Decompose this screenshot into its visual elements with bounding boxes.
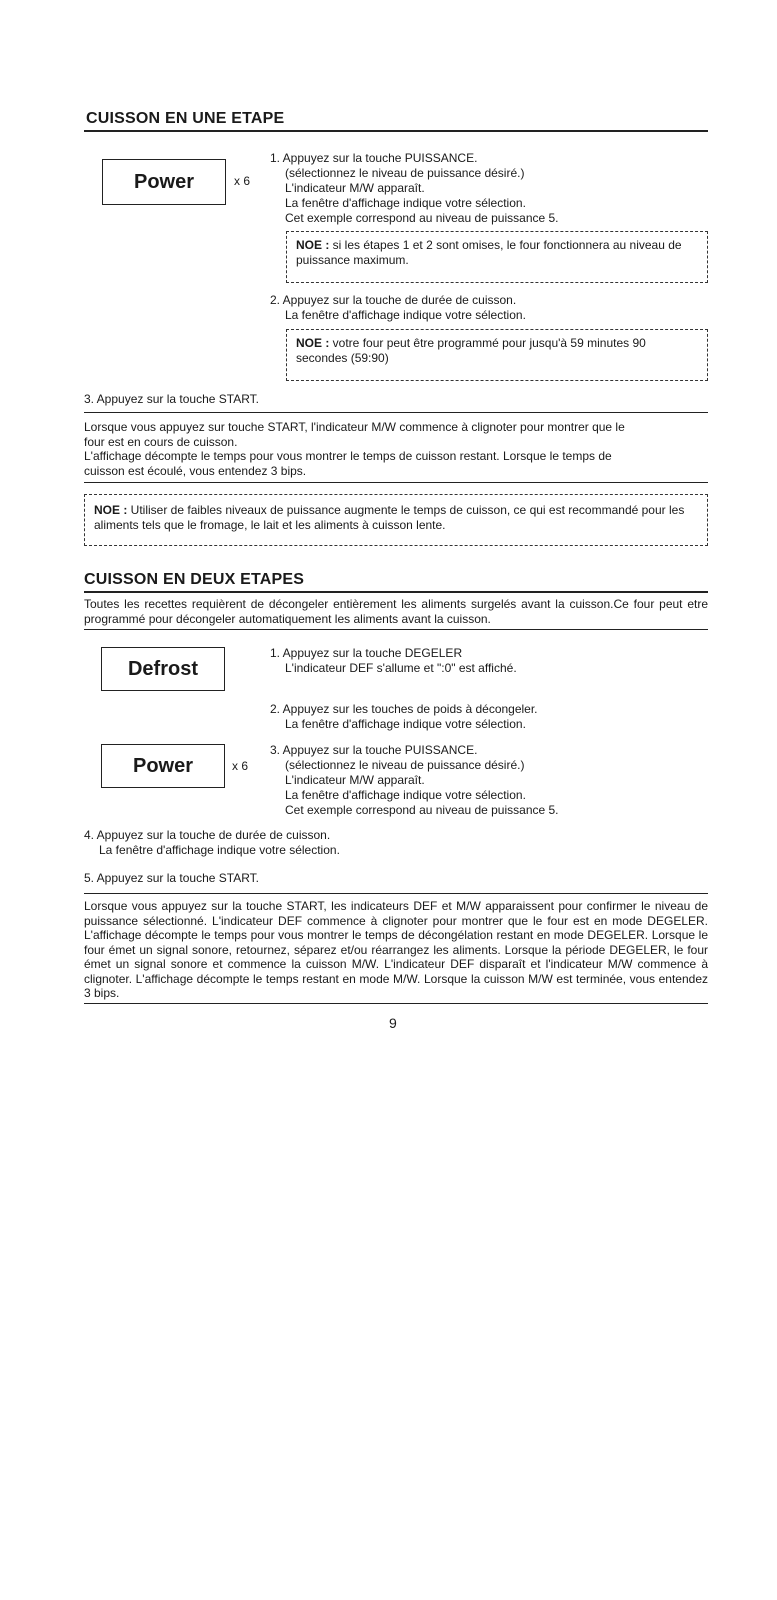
section-title-one-step: CUISSON EN UNE ETAPE (86, 110, 285, 127)
step-text: 1. Appuyez sur la touche PUISSANCE. (270, 151, 478, 165)
step-text: La fenêtre d'affichage indique votre sélection. (99, 843, 340, 857)
power-key-label: Power (132, 754, 194, 777)
step-text: 3. Appuyez sur la touche PUISSANCE. (270, 743, 478, 757)
divider (84, 482, 708, 483)
step-3-block (270, 743, 559, 818)
step-text: La fenêtre d'affichage indique votre sélection. (285, 308, 526, 322)
step-2-block (270, 702, 538, 732)
step-text: La fenêtre d'affichage indique votre sélection. (285, 196, 526, 210)
power-key-label: Power (133, 170, 195, 193)
step-text: L'indicateur M/W apparaît. (285, 181, 425, 195)
note-text: Utiliser de faibles niveaux de puissance augmente le temps de cuisson, ce qui est recommandé pour les aliments tels que le fromage, le lait et les aliments à cuisson lente. (94, 503, 685, 532)
step-4-block (84, 828, 340, 858)
note-box (286, 329, 708, 381)
step-5-text: 5. Appuyez sur la touche START. (84, 871, 259, 885)
defrost-key-label: Defrost (127, 657, 198, 680)
step-text: (sélectionnez le niveau de puissance désiré.) (285, 758, 525, 772)
divider (84, 412, 708, 413)
note-label: NOE : (296, 238, 330, 252)
defrost-key (101, 647, 225, 691)
note-box (84, 494, 708, 546)
step-text: 4. Appuyez sur la touche de durée de cuisson. (84, 828, 331, 842)
divider (84, 893, 708, 894)
paragraph-text: L'affichage décompte le temps pour vous montrer le temps de cuisson restant. Lorsque le temps de cuisson est écoulé, vous entendez 3 bips. (84, 449, 612, 478)
step-text: L'indicateur DEF s'allume et ":0" est affiché. (285, 661, 517, 675)
step-text: L'indicateur M/W apparaît. (285, 773, 425, 787)
step-3-text: 3. Appuyez sur la touche START. (84, 392, 259, 406)
power-key (102, 159, 226, 205)
section-rule (84, 130, 708, 132)
section-rule (84, 591, 708, 593)
step-text: (sélectionnez le niveau de puissance désiré.) (285, 166, 525, 180)
page-number: 9 (389, 1015, 397, 1031)
paragraph-start-info (84, 420, 644, 478)
note-label: NOE : (296, 336, 330, 350)
step-text: 2. Appuyez sur la touche de durée de cuisson. (270, 293, 517, 307)
note-text: votre four peut être programmé pour jusqu'à 59 minutes 90 secondes (59:90) (296, 336, 646, 365)
step-2-block (270, 293, 526, 323)
note-box (286, 231, 708, 283)
divider (84, 1003, 708, 1004)
step-text: Cet exemple correspond au niveau de puissance 5. (285, 211, 559, 225)
power-multiplier: x 6 (232, 759, 249, 773)
power-key (101, 744, 225, 788)
note-text: si les étapes 1 et 2 sont omises, le four fonctionnera au niveau de puissance maximum. (296, 238, 682, 267)
step-text: La fenêtre d'affichage indique votre sélection. (285, 788, 526, 802)
step-text: La fenêtre d'affichage indique votre sélection. (285, 717, 526, 731)
final-paragraph: Lorsque vous appuyez sur la touche START, les indicateurs DEF et M/W apparaissent pour confirmer le niveau de puissance sélectionné. L'indicateur DEF commence à clignoter pour montrer que le four est en mode DEGELER. L'affichage décompte le temps pour vous montrer le temps de décongélation restant en mode DEGELER. Lorsque le four émet un signal sonore, retournez, séparez et/ou réarrangez les aliments. Lorsque la période DEGELER, le four émet un signal sonore et commence la cuisson M/W. L'indicateur DEF disparaît et l'indicateur M/W commence à clignoter. L'affichage décompte le temps restant en mode M/W. Lorsque la cuisson M/W est terminée, vous entendez 3 bips. (84, 899, 708, 1000)
step-text: 2. Appuyez sur les touches de poids à décongeler. (270, 702, 538, 716)
step-text: Cet exemple correspond au niveau de puissance 5. (285, 803, 559, 817)
section-title-two-steps: CUISSON EN DEUX ETAPES (84, 571, 305, 588)
section-intro: Toutes les recettes requièrent de décongeler entièrement les aliments surgelés avant la cuisson.Ce four peut etre programmé pour décongeler automatiquement les aliments avant la cuisson. (84, 597, 708, 626)
divider (84, 629, 708, 630)
power-multiplier: x 6 (234, 174, 251, 188)
note-label: NOE : (94, 503, 128, 517)
step-text: 1. Appuyez sur la touche DEGELER (270, 646, 463, 660)
step-1-block (270, 646, 517, 676)
paragraph-text: Lorsque vous appuyez sur touche START, l'indicateur M/W commence à clignoter pour montrer que le four est en cours de cuisson. (84, 420, 625, 449)
step-1-block (270, 151, 559, 226)
